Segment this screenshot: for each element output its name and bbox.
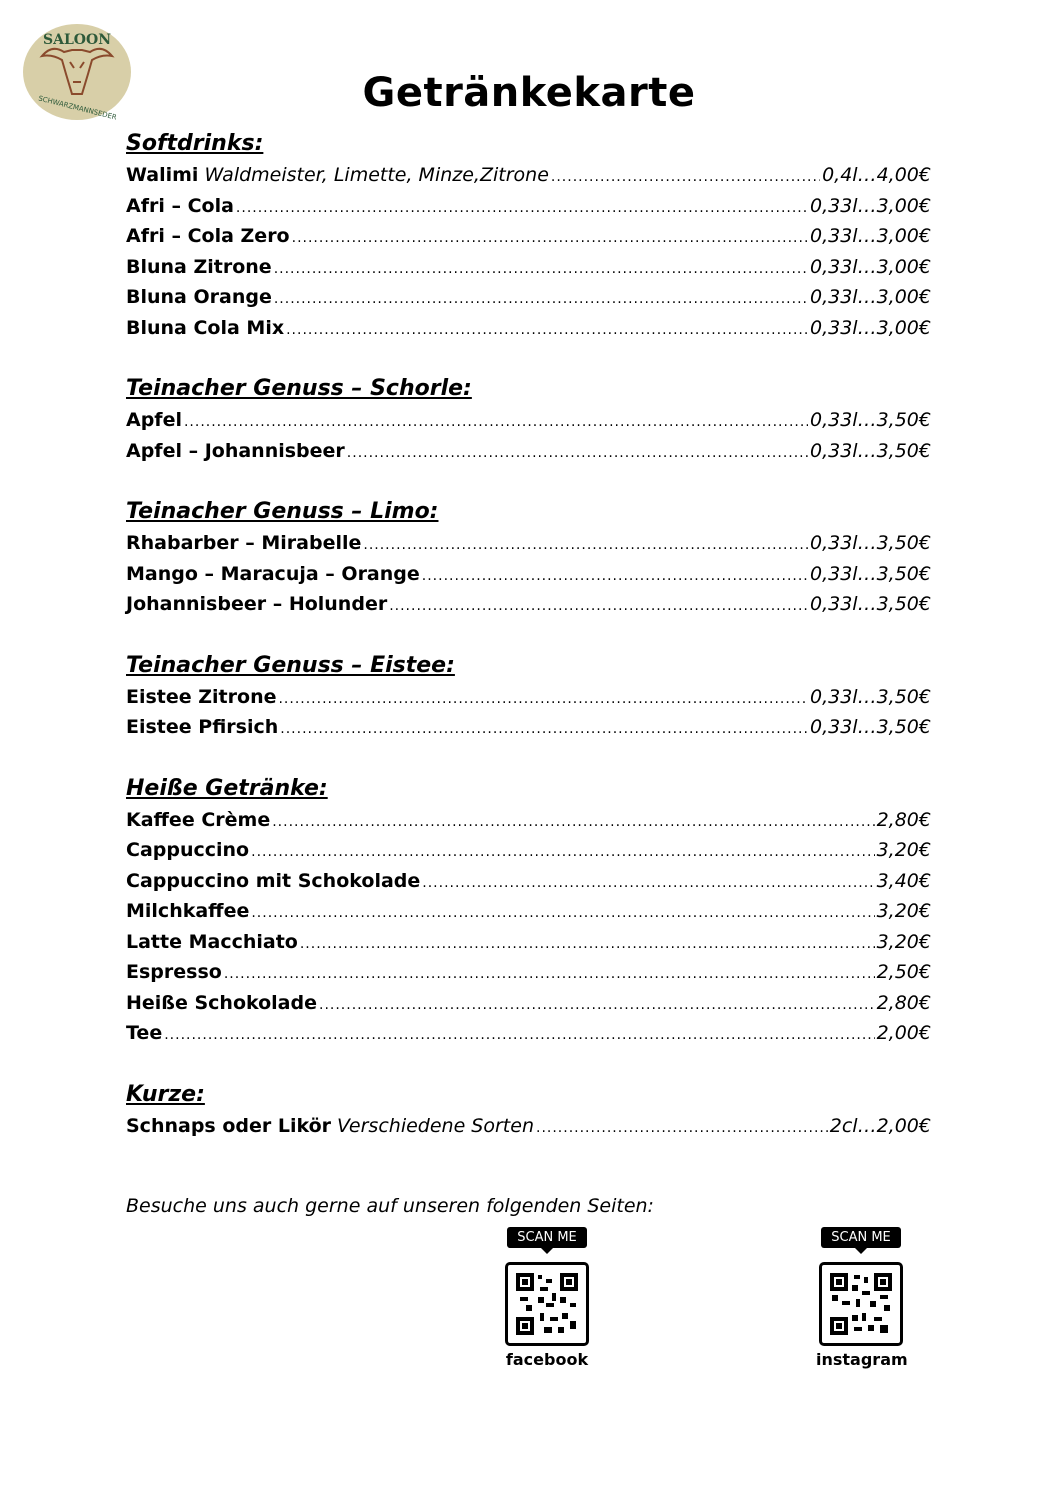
dot-leader bbox=[164, 1020, 874, 1051]
dot-leader bbox=[236, 193, 808, 224]
item-description: Waldmeister, Limette, Minze,Zitrone bbox=[204, 164, 549, 186]
size-price-separator: … bbox=[857, 716, 877, 738]
item-name: Apfel bbox=[126, 409, 182, 431]
item-size: 0,33l bbox=[810, 532, 858, 554]
dot-leader bbox=[251, 837, 874, 868]
item-price: 3,00€ bbox=[876, 316, 931, 339]
dot-leader bbox=[422, 868, 874, 899]
section-heading: Teinacher Genuss – Schorle: bbox=[126, 376, 472, 401]
item-price: 2,00€ bbox=[876, 1022, 931, 1044]
size-price-separator: … bbox=[857, 685, 877, 708]
scan-me-badge: SCAN ME bbox=[821, 1227, 901, 1248]
item-price: 3,50€ bbox=[876, 439, 931, 462]
item-name: Bluna Zitrone bbox=[126, 255, 272, 278]
dot-leader bbox=[422, 561, 808, 592]
item-name: Eistee Zitrone bbox=[126, 685, 277, 708]
dot-leader bbox=[363, 530, 808, 561]
item-price: 2,80€ bbox=[876, 991, 931, 1014]
menu-item bbox=[126, 528, 931, 559]
item-price: 3,50€ bbox=[876, 562, 931, 585]
dot-leader bbox=[536, 1113, 828, 1144]
qr-label-instagram: instagram bbox=[816, 1350, 908, 1369]
item-name: Schnaps oder Likör bbox=[126, 1114, 332, 1137]
dot-leader bbox=[292, 223, 808, 254]
size-price-separator: … bbox=[857, 409, 877, 431]
item-name: Latte Macchiato bbox=[126, 930, 298, 953]
menu-item bbox=[126, 988, 931, 1019]
item-name: Kaffee Crème bbox=[126, 808, 271, 831]
menu-section bbox=[126, 496, 931, 620]
dot-leader bbox=[347, 438, 808, 469]
item-name: Afri – Cola bbox=[126, 194, 234, 217]
item-size: 0,33l bbox=[810, 716, 858, 738]
item-name: Milchkaffee bbox=[126, 900, 250, 922]
footer-note: Besuche uns auch gerne auf unseren folgenden Seiten: bbox=[126, 1195, 654, 1217]
size-price-separator: … bbox=[857, 164, 877, 186]
item-name: Rhabarber – Mirabelle bbox=[126, 532, 362, 554]
dot-leader bbox=[280, 714, 808, 745]
menu-item bbox=[126, 896, 931, 927]
section-heading: Heiße Getränke: bbox=[126, 775, 328, 801]
menu-section bbox=[126, 1079, 931, 1142]
menu-item bbox=[126, 436, 931, 467]
menu-item bbox=[126, 957, 931, 988]
scan-me-badge: SCAN ME bbox=[507, 1227, 587, 1248]
section-heading: Teinacher Genuss – Eistee: bbox=[126, 652, 455, 678]
qr-code-icon bbox=[505, 1262, 589, 1346]
qr-facebook[interactable] bbox=[502, 1226, 592, 1369]
menu-section bbox=[126, 773, 931, 1049]
item-size: 0,33l bbox=[810, 562, 858, 585]
dot-leader bbox=[278, 684, 808, 715]
item-name: Apfel – Johannisbeer bbox=[126, 439, 345, 462]
menu-item bbox=[126, 1018, 931, 1049]
dot-leader bbox=[184, 407, 808, 438]
dot-leader bbox=[319, 990, 875, 1021]
item-name: Walimi bbox=[126, 164, 199, 186]
menu-item bbox=[126, 559, 931, 590]
item-price: 3,50€ bbox=[876, 409, 931, 431]
size-price-separator: … bbox=[857, 255, 877, 278]
menu-item bbox=[126, 160, 931, 191]
menu-item bbox=[126, 805, 931, 836]
section-heading: Kurze: bbox=[126, 1081, 205, 1107]
item-name: Afri – Cola Zero bbox=[126, 225, 290, 247]
size-price-separator: … bbox=[857, 593, 877, 615]
item-price: 3,50€ bbox=[876, 685, 931, 708]
drinks-menu bbox=[126, 128, 931, 1171]
logo-top-text: SALOON bbox=[42, 32, 112, 48]
dot-leader bbox=[251, 898, 874, 929]
size-price-separator: … bbox=[857, 225, 877, 247]
item-name: Eistee Pfirsich bbox=[126, 716, 279, 738]
item-size: 0,33l bbox=[810, 439, 858, 462]
item-price: 3,40€ bbox=[876, 869, 931, 892]
item-price: 3,00€ bbox=[876, 194, 931, 217]
dot-leader bbox=[389, 591, 808, 622]
item-price: 3,00€ bbox=[876, 225, 931, 247]
item-size: 0,4l bbox=[822, 164, 858, 186]
item-price: 3,00€ bbox=[876, 286, 931, 308]
item-name: Heiße Schokolade bbox=[126, 991, 317, 1014]
menu-item bbox=[126, 682, 931, 713]
item-price: 2,80€ bbox=[876, 808, 931, 831]
item-size: 0,33l bbox=[810, 316, 858, 339]
menu-item bbox=[126, 927, 931, 958]
menu-item bbox=[126, 221, 931, 252]
menu-item bbox=[126, 712, 931, 743]
qr-label-facebook: facebook bbox=[505, 1350, 589, 1369]
size-price-separator: … bbox=[857, 194, 877, 217]
item-price: 3,20€ bbox=[876, 930, 931, 953]
item-price: 3,50€ bbox=[876, 716, 931, 738]
size-price-separator: … bbox=[857, 562, 877, 585]
menu-item bbox=[126, 252, 931, 283]
menu-item bbox=[126, 589, 931, 620]
menu-section bbox=[126, 373, 931, 466]
menu-item bbox=[126, 866, 931, 897]
menu-item bbox=[126, 835, 931, 866]
page-title: Getränkekarte bbox=[362, 70, 696, 116]
menu-item bbox=[126, 1111, 931, 1142]
menu-section bbox=[126, 650, 931, 743]
dot-leader bbox=[274, 254, 808, 285]
qr-code-icon bbox=[819, 1262, 903, 1346]
dot-leader bbox=[300, 929, 875, 960]
dot-leader bbox=[286, 315, 808, 346]
item-name: Bluna Cola Mix bbox=[126, 316, 285, 339]
dot-leader bbox=[224, 959, 875, 990]
item-price: 2,50€ bbox=[876, 961, 931, 983]
size-price-separator: … bbox=[857, 286, 877, 308]
item-price: 3,50€ bbox=[876, 532, 931, 554]
item-size: 0,33l bbox=[810, 685, 858, 708]
menu-item bbox=[126, 313, 931, 344]
item-price: 3,20€ bbox=[876, 900, 931, 922]
item-price: 4,00€ bbox=[876, 164, 931, 186]
item-size: 0,33l bbox=[810, 286, 858, 308]
item-size: 0,33l bbox=[810, 409, 858, 431]
item-name: Espresso bbox=[126, 961, 222, 983]
item-size: 0,33l bbox=[810, 593, 858, 615]
menu-item bbox=[126, 405, 931, 436]
item-size: 0,33l bbox=[810, 225, 858, 247]
item-size: 0,33l bbox=[810, 255, 858, 278]
item-price: 3,20€ bbox=[876, 839, 931, 861]
size-price-separator: … bbox=[857, 439, 877, 462]
menu-section bbox=[126, 128, 931, 343]
item-name: Cappuccino mit Schokolade bbox=[126, 869, 421, 892]
logo-bottom-text: SCHWARZMANNSEDER bbox=[37, 94, 118, 122]
section-heading: Softdrinks: bbox=[126, 131, 264, 156]
section-heading: Teinacher Genuss – Limo: bbox=[126, 499, 439, 524]
item-price: 3,50€ bbox=[876, 593, 931, 615]
size-price-separator: … bbox=[857, 316, 877, 339]
qr-instagram[interactable] bbox=[816, 1226, 906, 1369]
item-name: Bluna Orange bbox=[126, 286, 272, 308]
dot-leader bbox=[551, 162, 820, 193]
menu-item bbox=[126, 282, 931, 313]
item-name: Tee bbox=[126, 1022, 163, 1044]
size-price-separator: … bbox=[857, 532, 877, 554]
item-name: Mango – Maracuja – Orange bbox=[126, 562, 420, 585]
item-price: 2,00€ bbox=[876, 1114, 931, 1137]
menu-item bbox=[126, 191, 931, 222]
item-name: Johannisbeer – Holunder bbox=[126, 593, 388, 615]
item-description: Verschiedene Sorten bbox=[337, 1114, 534, 1137]
dot-leader bbox=[272, 807, 874, 838]
size-price-separator: … bbox=[857, 1114, 877, 1137]
item-size: 0,33l bbox=[810, 194, 858, 217]
item-price: 3,00€ bbox=[876, 255, 931, 278]
item-size: 2cl bbox=[829, 1114, 858, 1137]
dot-leader bbox=[274, 284, 808, 315]
item-name: Cappuccino bbox=[126, 839, 250, 861]
